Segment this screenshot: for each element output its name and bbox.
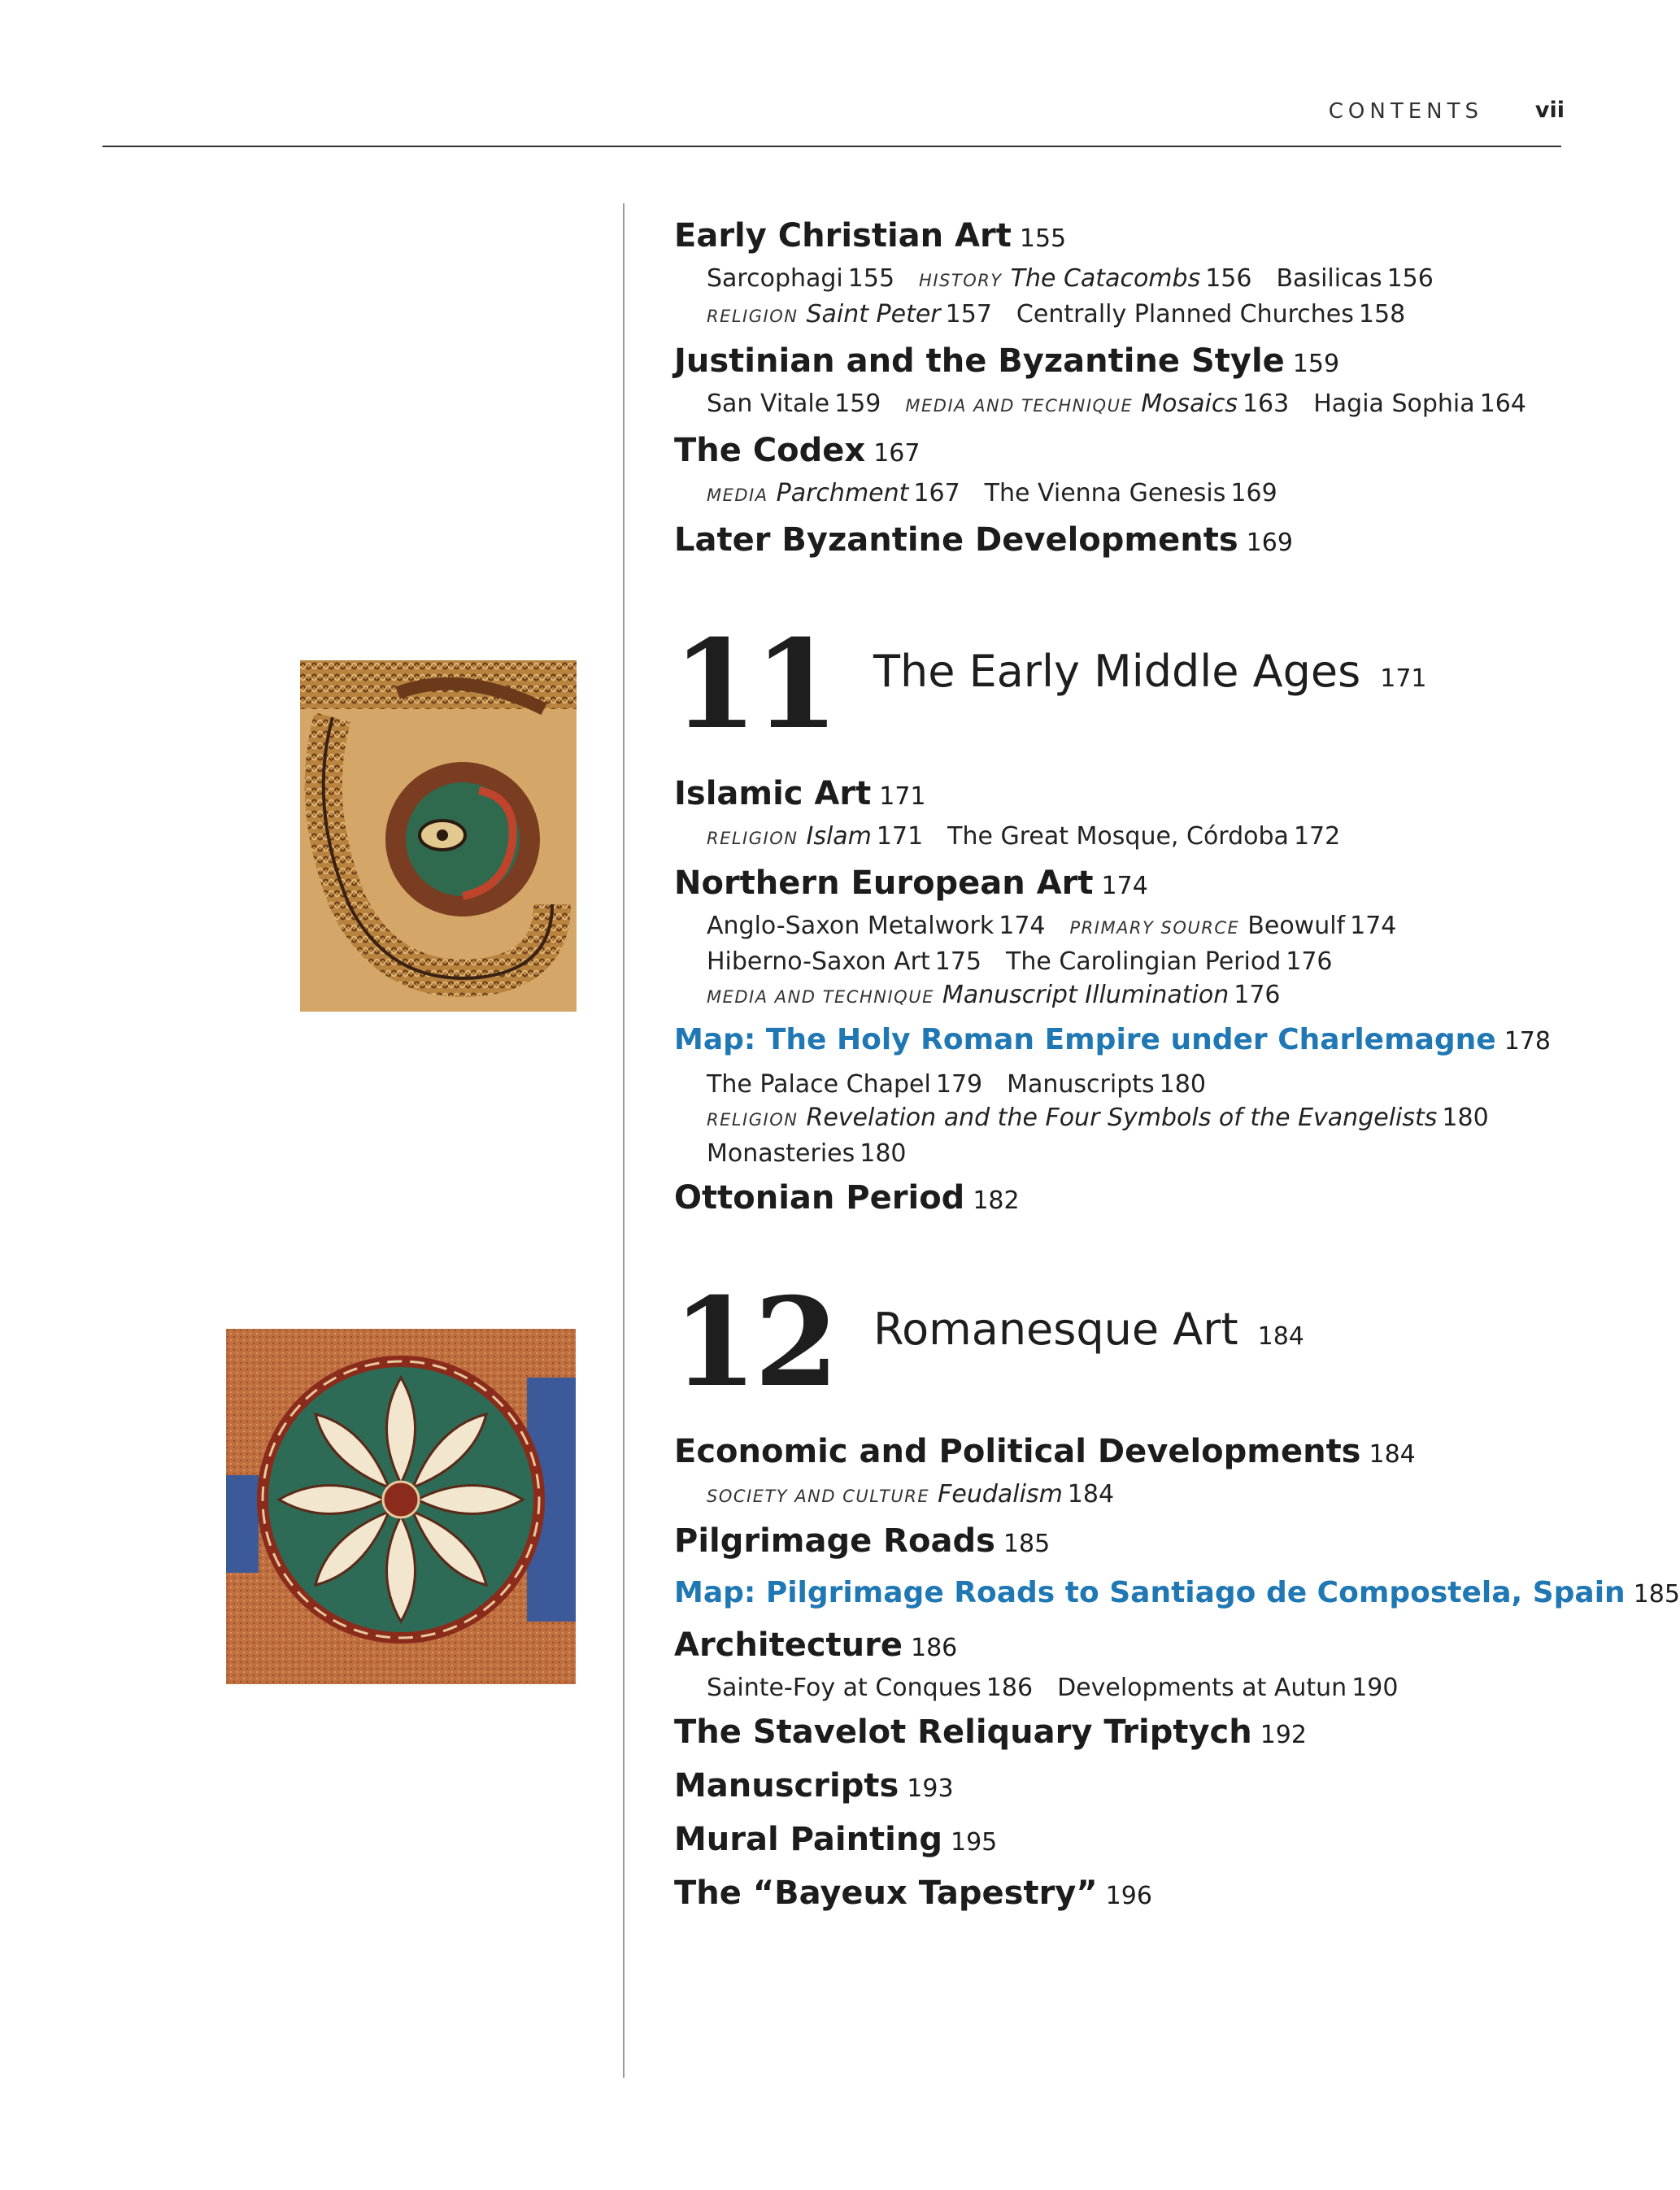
subentry-line: [674, 1137, 1634, 1170]
toc-section: [674, 428, 1634, 512]
subentry-text: Developments at Autun: [1057, 1674, 1347, 1702]
top-section-list: [674, 213, 1634, 566]
chapter-11-section-list: [674, 771, 1634, 1224]
feature-tag: HISTORY: [919, 271, 1003, 290]
chapter-title-text: The Early Middle Ages: [873, 646, 1361, 697]
subentry-text: Centrally Planned Churches: [1016, 300, 1354, 329]
subentry-page: 180: [1159, 1070, 1206, 1099]
map-entry[interactable]: [674, 1570, 1680, 1617]
subentry-page: 163: [1242, 390, 1290, 418]
subentry[interactable]: [905, 390, 1289, 418]
subentry-text: Sarcophagi: [707, 264, 843, 293]
chapter-12-interlace-image: [226, 1329, 576, 1684]
subentry-page: 180: [1442, 1104, 1489, 1132]
subentry-page: 176: [1286, 947, 1333, 976]
subentry[interactable]: [707, 264, 894, 293]
chapter-number: 12: [672, 1271, 836, 1414]
section-heading[interactable]: [674, 1709, 1634, 1758]
subentry[interactable]: [707, 1104, 1489, 1132]
column-divider: [623, 203, 625, 2078]
toc-section: [674, 1763, 1634, 1812]
section-page: 174: [1101, 872, 1148, 900]
map-entry[interactable]: [674, 1017, 1634, 1065]
section-title-text: The “Bayeux Tapestry”: [674, 1874, 1098, 1912]
subentry-line: [674, 945, 1634, 978]
toc-section: [674, 338, 1634, 423]
section-heading[interactable]: [674, 1622, 1634, 1671]
subentry-text: The Palace Chapel: [707, 1070, 931, 1099]
toc-section: [674, 1518, 1634, 1567]
section-page: 184: [1369, 1440, 1416, 1469]
section-heading[interactable]: [674, 1518, 1634, 1567]
section-page: 169: [1246, 529, 1293, 557]
subentry-text: Islam: [806, 822, 872, 851]
feature-tag: RELIGION: [707, 1110, 799, 1130]
section-heading[interactable]: [674, 517, 1634, 566]
subentry[interactable]: [707, 947, 981, 976]
subentry-text: The Catacombs: [1010, 264, 1201, 293]
subentry-page: 159: [834, 390, 881, 418]
subentry-page: 164: [1479, 390, 1526, 418]
subentry-line: [674, 262, 1634, 298]
subentry-page: 179: [935, 1070, 983, 1099]
subentry-text: The Great Mosque, Córdoba: [947, 822, 1289, 851]
chapter-title-text: Romanesque Art: [873, 1304, 1238, 1355]
running-header: CONTENTS: [1328, 99, 1483, 124]
subentry-page: 167: [913, 479, 960, 507]
section-title-text: The Codex: [674, 432, 866, 469]
subentry-line: [674, 820, 1634, 856]
toc-section: [674, 1429, 1634, 1513]
subentry-line: [674, 1671, 1634, 1705]
toc-section: [674, 1175, 1634, 1224]
subentry-text: Basilicas: [1276, 264, 1382, 293]
subentry-text: Parchment: [776, 479, 909, 507]
section-title-text: Map: The Holy Roman Empire under Charlemagne: [674, 1023, 1496, 1056]
section-title-text: Architecture: [674, 1626, 903, 1664]
chapter-title[interactable]: [873, 1304, 1304, 1363]
section-heading[interactable]: [674, 338, 1634, 387]
section-title-text: Economic and Political Developments: [674, 1433, 1361, 1470]
subentry-page: 158: [1358, 300, 1406, 329]
toc-section: [674, 1570, 1680, 1617]
toc-section: [674, 771, 1634, 856]
subentry-text: Anglo-Saxon Metalwork: [707, 912, 995, 940]
toc-section: [674, 1622, 1634, 1705]
subentry-page: 169: [1230, 479, 1277, 507]
subentry[interactable]: [707, 1674, 1033, 1702]
subentry-text: Saint Peter: [806, 300, 941, 329]
subentry-page: 172: [1293, 822, 1341, 851]
section-title-text: Ottonian Period: [674, 1179, 965, 1217]
chapter-12-heading: [672, 1271, 1634, 1424]
section-page: 196: [1105, 1882, 1152, 1910]
subentry-page: 174: [1350, 912, 1397, 940]
chapter-number: 11: [672, 613, 836, 756]
section-page: 185: [1633, 1580, 1680, 1609]
chapter-page: 184: [1257, 1322, 1304, 1351]
section-title-text: Northern European Art: [674, 864, 1094, 902]
toc-section: [674, 517, 1634, 566]
subentry-text: Manuscripts: [1007, 1070, 1155, 1099]
subentry-page: 184: [1067, 1480, 1115, 1509]
subentry-text: Beowulf: [1247, 912, 1346, 940]
subentry-text: Monasteries: [707, 1139, 855, 1168]
section-page: 182: [973, 1186, 1020, 1215]
section-page: 171: [879, 782, 926, 811]
section-title-text: Pilgrimage Roads: [674, 1522, 995, 1560]
subentry[interactable]: [1016, 300, 1405, 329]
section-title-text: Manuscripts: [674, 1767, 899, 1805]
section-title-text: Map: Pilgrimage Roads to Santiago de Compostela, Spain: [674, 1576, 1626, 1609]
subentry-line: [674, 909, 1634, 945]
feature-tag: MEDIA AND TECHNIQUE: [707, 987, 934, 1007]
section-page: 192: [1260, 1721, 1307, 1749]
subentry-text: Mosaics: [1141, 390, 1238, 418]
subentry-text: Manuscript Illumination: [942, 981, 1230, 1009]
subentry[interactable]: [707, 300, 992, 329]
feature-tag: MEDIA AND TECHNIQUE: [905, 396, 1134, 416]
subentry-text: Feudalism: [938, 1480, 1063, 1509]
subentry[interactable]: [707, 479, 960, 507]
subentry-page: 174: [999, 912, 1046, 940]
section-title-text: The Stavelot Reliquary Triptych: [674, 1713, 1252, 1751]
subentry-page: 186: [986, 1674, 1034, 1702]
section-title-text: Later Byzantine Developments: [674, 521, 1238, 559]
feature-tag: RELIGION: [707, 307, 799, 326]
subentry-line: [674, 387, 1634, 423]
section-heading[interactable]: [674, 771, 1634, 820]
subentry-page: 180: [860, 1139, 907, 1168]
subentry-line: [674, 298, 1634, 333]
chapter-11-heading: [672, 613, 1634, 766]
section-heading[interactable]: [674, 1763, 1634, 1812]
subentry[interactable]: [707, 390, 881, 418]
subentry[interactable]: [707, 1139, 907, 1168]
header-rule: [102, 146, 1561, 147]
subentry-page: 156: [1205, 264, 1252, 293]
feature-tag: PRIMARY SOURCE: [1069, 918, 1240, 938]
subentry-line: [674, 1478, 1634, 1513]
section-page: 186: [911, 1634, 958, 1662]
subentry-text: Hiberno-Saxon Art: [707, 947, 930, 976]
subentry[interactable]: [919, 264, 1251, 293]
section-heading[interactable]: [674, 1817, 1634, 1866]
chapter-11-illumination-image: [300, 660, 577, 1012]
subentry[interactable]: [1006, 947, 1333, 976]
subentry[interactable]: [1276, 264, 1433, 293]
subentry-page: 175: [934, 947, 981, 976]
subentry-text: Hagia Sophia: [1313, 390, 1475, 418]
subentry-text: Sainte-Foy at Conques: [707, 1674, 981, 1702]
toc-section: [674, 1817, 1634, 1866]
subentry-line: [674, 1068, 1634, 1101]
section-title-text: Early Christian Art: [674, 217, 1012, 255]
toc-section: [674, 860, 1634, 1014]
subentry-text: Revelation and the Four Symbols of the Evangelists: [806, 1104, 1438, 1132]
toc-section: [674, 1870, 1634, 1919]
subentry-text: The Vienna Genesis: [984, 479, 1226, 507]
subentry[interactable]: [1070, 912, 1397, 940]
subentry-page: 156: [1386, 264, 1434, 293]
chapter-12-section-list: [674, 1429, 1680, 1919]
subentry[interactable]: [707, 981, 1281, 1009]
subentry-page: 171: [876, 822, 924, 851]
section-heading[interactable]: [674, 428, 1634, 477]
section-page: 193: [907, 1774, 954, 1803]
subentry-line: [674, 477, 1634, 512]
subentry-line: [674, 978, 1634, 1014]
section-page: 155: [1019, 224, 1067, 253]
subentry[interactable]: [707, 1070, 982, 1099]
subentry-text: The Carolingian Period: [1006, 947, 1282, 976]
chapter-title[interactable]: [873, 646, 1427, 705]
section-page: 185: [1003, 1530, 1051, 1558]
section-heading[interactable]: [674, 1429, 1634, 1478]
section-title-text: Islamic Art: [674, 775, 872, 812]
subentry[interactable]: [985, 479, 1277, 507]
subentry[interactable]: [947, 822, 1340, 851]
section-page: 159: [1292, 350, 1340, 378]
toc-section: [674, 1017, 1634, 1170]
subentry-text: San Vitale: [707, 390, 830, 418]
subentry[interactable]: [707, 1480, 1114, 1509]
section-page: 178: [1504, 1027, 1551, 1056]
toc-section: [674, 213, 1634, 333]
section-heading[interactable]: [674, 1175, 1634, 1224]
section-title-text: Mural Painting: [674, 1821, 942, 1858]
section-heading[interactable]: [674, 860, 1634, 909]
chapter-page: 171: [1380, 664, 1427, 693]
subentry-line: [674, 1101, 1634, 1137]
section-page: 195: [951, 1828, 998, 1857]
feature-tag: MEDIA: [707, 485, 768, 505]
subentry[interactable]: [1007, 1070, 1206, 1099]
subentry[interactable]: [707, 822, 923, 851]
section-heading[interactable]: [674, 1870, 1634, 1919]
subentry[interactable]: [707, 912, 1046, 940]
subentry[interactable]: [1313, 390, 1526, 418]
section-page: 167: [873, 439, 921, 468]
feature-tag: SOCIETY AND CULTURE: [707, 1487, 930, 1506]
page-number: vii: [1534, 98, 1565, 123]
subentry[interactable]: [1057, 1674, 1398, 1702]
feature-tag: RELIGION: [707, 829, 799, 848]
contents-column: [672, 208, 1680, 1919]
subentry-page: 176: [1234, 981, 1281, 1009]
subentry-page: 190: [1351, 1674, 1399, 1702]
toc-section: [674, 1709, 1634, 1758]
section-title-text: Justinian and the Byzantine Style: [674, 342, 1285, 380]
section-heading[interactable]: [674, 213, 1634, 262]
subentry-page: 157: [945, 300, 992, 329]
subentry-page: 155: [847, 264, 895, 293]
